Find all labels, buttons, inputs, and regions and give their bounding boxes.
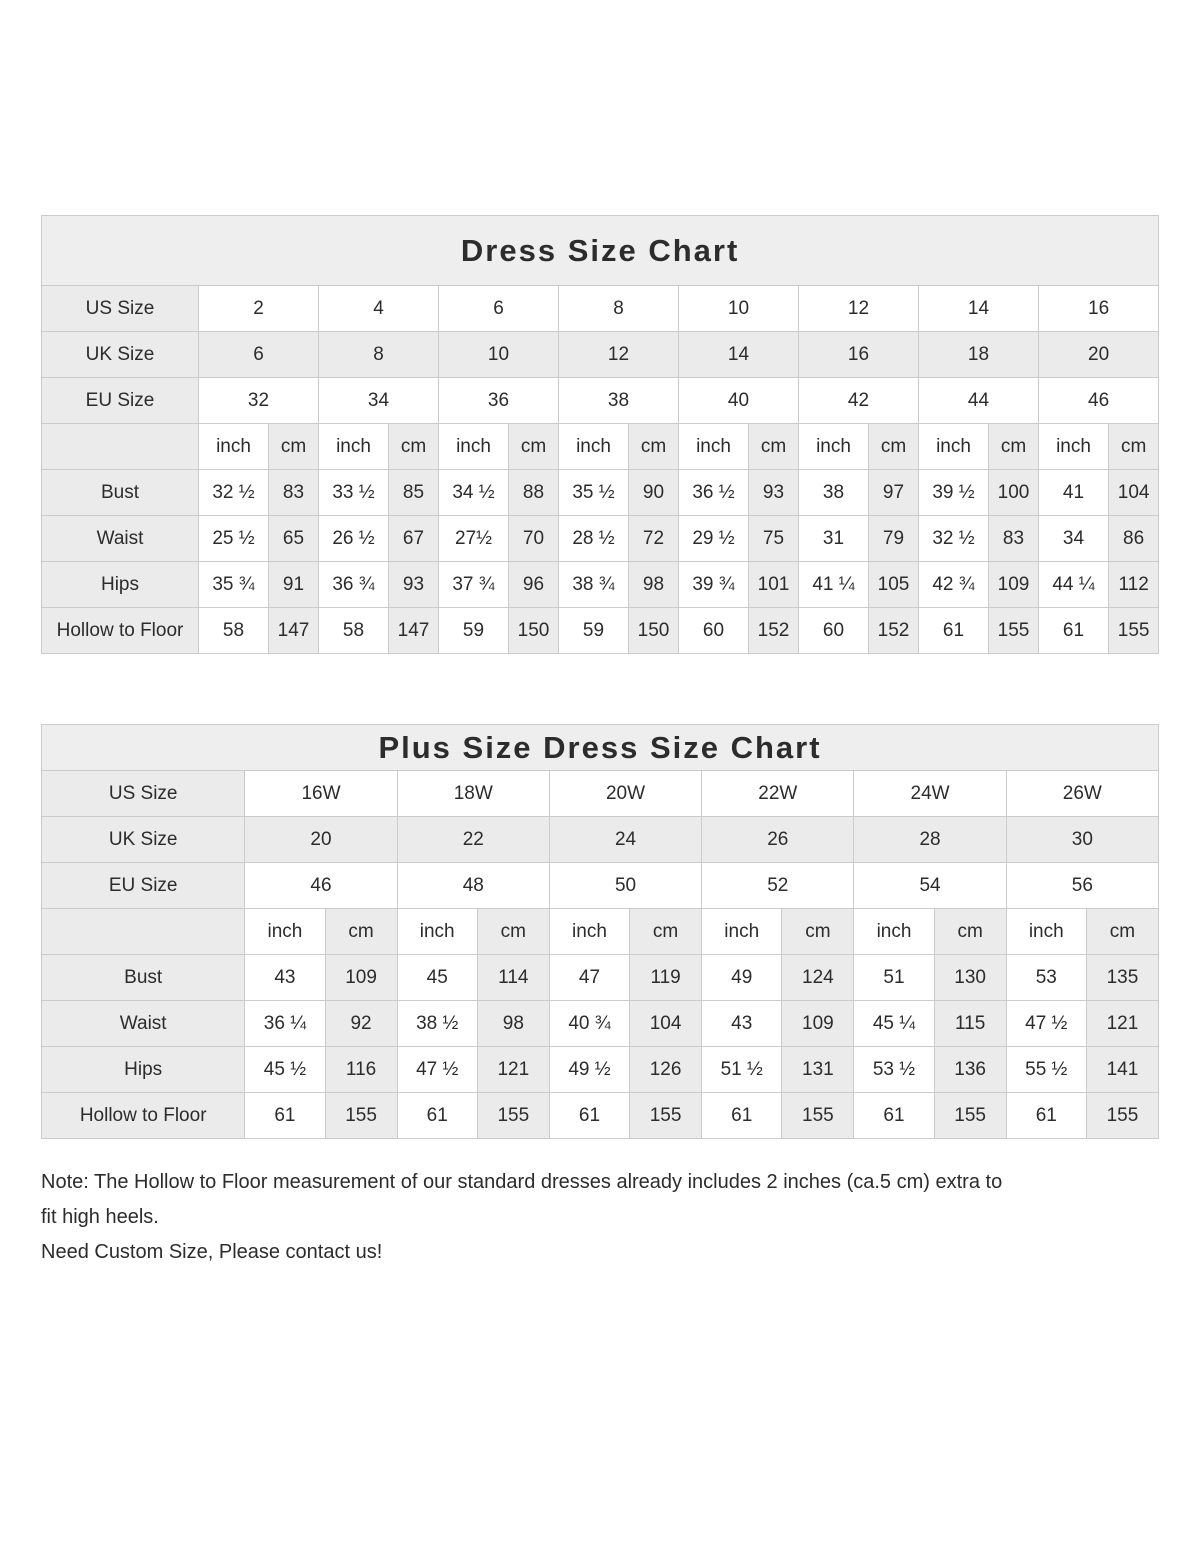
hips-value-cm: 91 [269, 562, 319, 608]
us-size-value: 24W [854, 771, 1006, 817]
hollow-value-inch: 58 [199, 608, 269, 654]
row-label-waist: Waist [42, 516, 199, 562]
bust-value-cm: 135 [1086, 955, 1158, 1001]
us-size-value: 16 [1039, 286, 1159, 332]
hips-value-cm: 98 [629, 562, 679, 608]
hollow-value-cm: 152 [749, 608, 799, 654]
us-size-value: 8 [559, 286, 679, 332]
waist-value-cm: 86 [1109, 516, 1159, 562]
hips-value-inch: 49 ½ [549, 1047, 629, 1093]
hollow-value-cm: 150 [509, 608, 559, 654]
eu-size-value: 50 [549, 863, 701, 909]
bust-value-inch: 49 [702, 955, 782, 1001]
hips-value-inch: 51 ½ [702, 1047, 782, 1093]
us-size-row [42, 286, 1159, 332]
hollow-value-cm: 155 [1086, 1093, 1158, 1139]
hollow-value-cm: 147 [269, 608, 319, 654]
bust-row [42, 470, 1159, 516]
unit-label-inch: inch [549, 909, 629, 955]
bust-value-inch: 33 ½ [319, 470, 389, 516]
waist-value-inch: 25 ½ [199, 516, 269, 562]
uk-size-value: 28 [854, 817, 1006, 863]
row-label-eu-size: EU Size [42, 863, 245, 909]
uk-size-value: 22 [397, 817, 549, 863]
uk-size-value: 12 [559, 332, 679, 378]
unit-label-cm: cm [989, 424, 1039, 470]
waist-value-inch: 34 [1039, 516, 1109, 562]
hollow-value-cm: 152 [869, 608, 919, 654]
unit-label-cm: cm [477, 909, 549, 955]
waist-row [42, 516, 1159, 562]
eu-size-value: 38 [559, 378, 679, 424]
waist-value-inch: 36 ¼ [245, 1001, 325, 1047]
hollow-value-inch: 58 [319, 608, 389, 654]
eu-size-value: 44 [919, 378, 1039, 424]
unit-label-cm: cm [325, 909, 397, 955]
bust-value-cm: 104 [1109, 470, 1159, 516]
us-size-value: 2 [199, 286, 319, 332]
hollow-value-inch: 59 [559, 608, 629, 654]
note-line-2: fit high heels. [41, 1206, 159, 1228]
bust-value-cm: 109 [325, 955, 397, 1001]
hips-value-cm: 126 [630, 1047, 702, 1093]
hips-value-cm: 105 [869, 562, 919, 608]
us-size-value: 18W [397, 771, 549, 817]
hips-row [42, 1047, 1159, 1093]
uk-size-row [42, 817, 1159, 863]
hips-value-inch: 42 ¾ [919, 562, 989, 608]
uk-size-value: 10 [439, 332, 559, 378]
size-chart-notes [41, 1165, 1159, 1270]
unit-label-cm: cm [629, 424, 679, 470]
hollow-value-inch: 61 [1006, 1093, 1086, 1139]
hollow-value-inch: 61 [854, 1093, 934, 1139]
unit-label-cm: cm [749, 424, 799, 470]
unit-label-inch: inch [319, 424, 389, 470]
eu-size-value: 54 [854, 863, 1006, 909]
bust-value-inch: 47 [549, 955, 629, 1001]
unit-label-cm: cm [934, 909, 1006, 955]
eu-size-value: 52 [702, 863, 854, 909]
waist-value-inch: 43 [702, 1001, 782, 1047]
hollow-value-cm: 155 [477, 1093, 549, 1139]
row-label-bust: Bust [42, 955, 245, 1001]
hollow-value-inch: 61 [549, 1093, 629, 1139]
hips-value-inch: 44 ¼ [1039, 562, 1109, 608]
us-size-value: 6 [439, 286, 559, 332]
waist-value-inch: 40 ¾ [549, 1001, 629, 1047]
unit-label-inch: inch [799, 424, 869, 470]
hips-value-cm: 141 [1086, 1047, 1158, 1093]
waist-value-inch: 26 ½ [319, 516, 389, 562]
us-size-value: 20W [549, 771, 701, 817]
row-label-uk-size: UK Size [42, 817, 245, 863]
hips-value-cm: 93 [389, 562, 439, 608]
bust-value-cm: 130 [934, 955, 1006, 1001]
unit-label-inch: inch [679, 424, 749, 470]
row-label-uk-size: UK Size [42, 332, 199, 378]
eu-size-value: 46 [1039, 378, 1159, 424]
bust-value-inch: 35 ½ [559, 470, 629, 516]
hips-value-inch: 38 ¾ [559, 562, 629, 608]
us-size-value: 22W [702, 771, 854, 817]
waist-value-cm: 92 [325, 1001, 397, 1047]
eu-size-value: 32 [199, 378, 319, 424]
waist-value-cm: 79 [869, 516, 919, 562]
bust-value-cm: 85 [389, 470, 439, 516]
waist-value-inch: 27½ [439, 516, 509, 562]
uk-size-value: 24 [549, 817, 701, 863]
hips-value-cm: 112 [1109, 562, 1159, 608]
hips-value-cm: 131 [782, 1047, 854, 1093]
unit-label-inch: inch [919, 424, 989, 470]
hollow-value-cm: 147 [389, 608, 439, 654]
uk-size-row [42, 332, 1159, 378]
hollow-to-floor-row [42, 1093, 1159, 1139]
hollow-to-floor-row [42, 608, 1159, 654]
bust-value-cm: 88 [509, 470, 559, 516]
unit-label-cm: cm [509, 424, 559, 470]
hips-value-cm: 121 [477, 1047, 549, 1093]
bust-value-cm: 119 [630, 955, 702, 1001]
waist-row [42, 1001, 1159, 1047]
bust-value-cm: 90 [629, 470, 679, 516]
bust-value-cm: 124 [782, 955, 854, 1001]
eu-size-value: 56 [1006, 863, 1158, 909]
eu-size-value: 42 [799, 378, 919, 424]
standard-size-chart-table [41, 215, 1159, 654]
unit-label-cm: cm [389, 424, 439, 470]
uk-size-value: 18 [919, 332, 1039, 378]
bust-value-cm: 83 [269, 470, 319, 516]
unit-label-inch: inch [245, 909, 325, 955]
waist-value-inch: 32 ½ [919, 516, 989, 562]
hollow-value-inch: 61 [919, 608, 989, 654]
unit-label-inch: inch [702, 909, 782, 955]
bust-value-cm: 93 [749, 470, 799, 516]
hips-value-inch: 36 ¾ [319, 562, 389, 608]
bust-value-cm: 97 [869, 470, 919, 516]
unit-label-inch: inch [397, 909, 477, 955]
row-label-us-size: US Size [42, 286, 199, 332]
uk-size-value: 14 [679, 332, 799, 378]
note-line-1: Note: The Hollow to Floor measurement of our standard dresses already includes 2 inches (ca.5 cm) extra to [41, 1171, 1003, 1193]
waist-value-inch: 45 ¼ [854, 1001, 934, 1047]
waist-value-cm: 83 [989, 516, 1039, 562]
plus-size-chart-table [41, 724, 1159, 1139]
hips-value-inch: 55 ½ [1006, 1047, 1086, 1093]
unit-row [42, 424, 1159, 470]
row-label-eu-size: EU Size [42, 378, 199, 424]
uk-size-value: 26 [702, 817, 854, 863]
bust-value-cm: 100 [989, 470, 1039, 516]
hollow-value-inch: 60 [679, 608, 749, 654]
hollow-value-inch: 61 [397, 1093, 477, 1139]
hips-value-cm: 96 [509, 562, 559, 608]
waist-value-inch: 31 [799, 516, 869, 562]
hollow-value-cm: 155 [934, 1093, 1006, 1139]
standard-chart-title: Dress Size Chart [42, 216, 1159, 286]
eu-size-row [42, 863, 1159, 909]
uk-size-value: 16 [799, 332, 919, 378]
hips-value-inch: 37 ¾ [439, 562, 509, 608]
uk-size-value: 30 [1006, 817, 1158, 863]
bust-value-inch: 38 [799, 470, 869, 516]
unit-row-spacer [42, 909, 245, 955]
bust-value-inch: 43 [245, 955, 325, 1001]
uk-size-value: 8 [319, 332, 439, 378]
waist-value-cm: 109 [782, 1001, 854, 1047]
us-size-value: 14 [919, 286, 1039, 332]
hips-row [42, 562, 1159, 608]
hollow-value-cm: 155 [1109, 608, 1159, 654]
bust-value-inch: 53 [1006, 955, 1086, 1001]
hips-value-cm: 116 [325, 1047, 397, 1093]
hollow-value-cm: 155 [782, 1093, 854, 1139]
unit-label-cm: cm [869, 424, 919, 470]
unit-label-cm: cm [1086, 909, 1158, 955]
bust-row [42, 955, 1159, 1001]
unit-label-inch: inch [1039, 424, 1109, 470]
row-label-hollow-to-floor: Hollow to Floor [42, 1093, 245, 1139]
eu-size-value: 34 [319, 378, 439, 424]
hips-value-inch: 45 ½ [245, 1047, 325, 1093]
hollow-value-cm: 155 [630, 1093, 702, 1139]
bust-value-inch: 41 [1039, 470, 1109, 516]
hips-value-cm: 101 [749, 562, 799, 608]
bust-value-inch: 34 ½ [439, 470, 509, 516]
waist-value-cm: 104 [630, 1001, 702, 1047]
unit-label-cm: cm [630, 909, 702, 955]
bust-value-cm: 114 [477, 955, 549, 1001]
us-size-value: 12 [799, 286, 919, 332]
hips-value-inch: 53 ½ [854, 1047, 934, 1093]
bust-value-inch: 32 ½ [199, 470, 269, 516]
row-label-hollow-to-floor: Hollow to Floor [42, 608, 199, 654]
hips-value-cm: 136 [934, 1047, 1006, 1093]
bust-value-inch: 45 [397, 955, 477, 1001]
waist-value-inch: 28 ½ [559, 516, 629, 562]
uk-size-value: 6 [199, 332, 319, 378]
bust-value-inch: 36 ½ [679, 470, 749, 516]
unit-label-inch: inch [439, 424, 509, 470]
hips-value-inch: 41 ¼ [799, 562, 869, 608]
unit-label-inch: inch [854, 909, 934, 955]
eu-size-value: 36 [439, 378, 559, 424]
row-label-hips: Hips [42, 562, 199, 608]
unit-label-cm: cm [269, 424, 319, 470]
row-label-waist: Waist [42, 1001, 245, 1047]
waist-value-cm: 70 [509, 516, 559, 562]
unit-label-inch: inch [559, 424, 629, 470]
waist-value-inch: 38 ½ [397, 1001, 477, 1047]
row-label-us-size: US Size [42, 771, 245, 817]
eu-size-value: 40 [679, 378, 799, 424]
hollow-value-cm: 155 [325, 1093, 397, 1139]
hollow-value-cm: 155 [989, 608, 1039, 654]
hollow-value-cm: 150 [629, 608, 679, 654]
hollow-value-inch: 61 [702, 1093, 782, 1139]
unit-label-inch: inch [1006, 909, 1086, 955]
us-size-row [42, 771, 1159, 817]
uk-size-value: 20 [1039, 332, 1159, 378]
waist-value-cm: 67 [389, 516, 439, 562]
hollow-value-inch: 59 [439, 608, 509, 654]
us-size-value: 4 [319, 286, 439, 332]
bust-value-inch: 51 [854, 955, 934, 1001]
waist-value-cm: 72 [629, 516, 679, 562]
eu-size-value: 46 [245, 863, 397, 909]
unit-row [42, 909, 1159, 955]
waist-value-cm: 65 [269, 516, 319, 562]
note-line-3: Need Custom Size, Please contact us! [41, 1241, 383, 1263]
hollow-value-inch: 61 [245, 1093, 325, 1139]
bust-value-inch: 39 ½ [919, 470, 989, 516]
unit-label-cm: cm [782, 909, 854, 955]
hollow-value-inch: 61 [1039, 608, 1109, 654]
row-label-bust: Bust [42, 470, 199, 516]
unit-label-cm: cm [1109, 424, 1159, 470]
eu-size-row [42, 378, 1159, 424]
waist-value-cm: 115 [934, 1001, 1006, 1047]
hollow-value-inch: 60 [799, 608, 869, 654]
unit-label-inch: inch [199, 424, 269, 470]
plus-title-row [42, 725, 1159, 771]
row-label-hips: Hips [42, 1047, 245, 1093]
uk-size-value: 20 [245, 817, 397, 863]
hips-value-inch: 39 ¾ [679, 562, 749, 608]
unit-row-spacer [42, 424, 199, 470]
us-size-value: 26W [1006, 771, 1158, 817]
hips-value-inch: 35 ¾ [199, 562, 269, 608]
waist-value-cm: 98 [477, 1001, 549, 1047]
waist-value-inch: 29 ½ [679, 516, 749, 562]
waist-value-cm: 121 [1086, 1001, 1158, 1047]
hips-value-inch: 47 ½ [397, 1047, 477, 1093]
us-size-value: 10 [679, 286, 799, 332]
eu-size-value: 48 [397, 863, 549, 909]
hips-value-cm: 109 [989, 562, 1039, 608]
plus-chart-title: Plus Size Dress Size Chart [42, 725, 1159, 771]
waist-value-inch: 47 ½ [1006, 1001, 1086, 1047]
us-size-value: 16W [245, 771, 397, 817]
waist-value-cm: 75 [749, 516, 799, 562]
standard-title-row [42, 216, 1159, 286]
